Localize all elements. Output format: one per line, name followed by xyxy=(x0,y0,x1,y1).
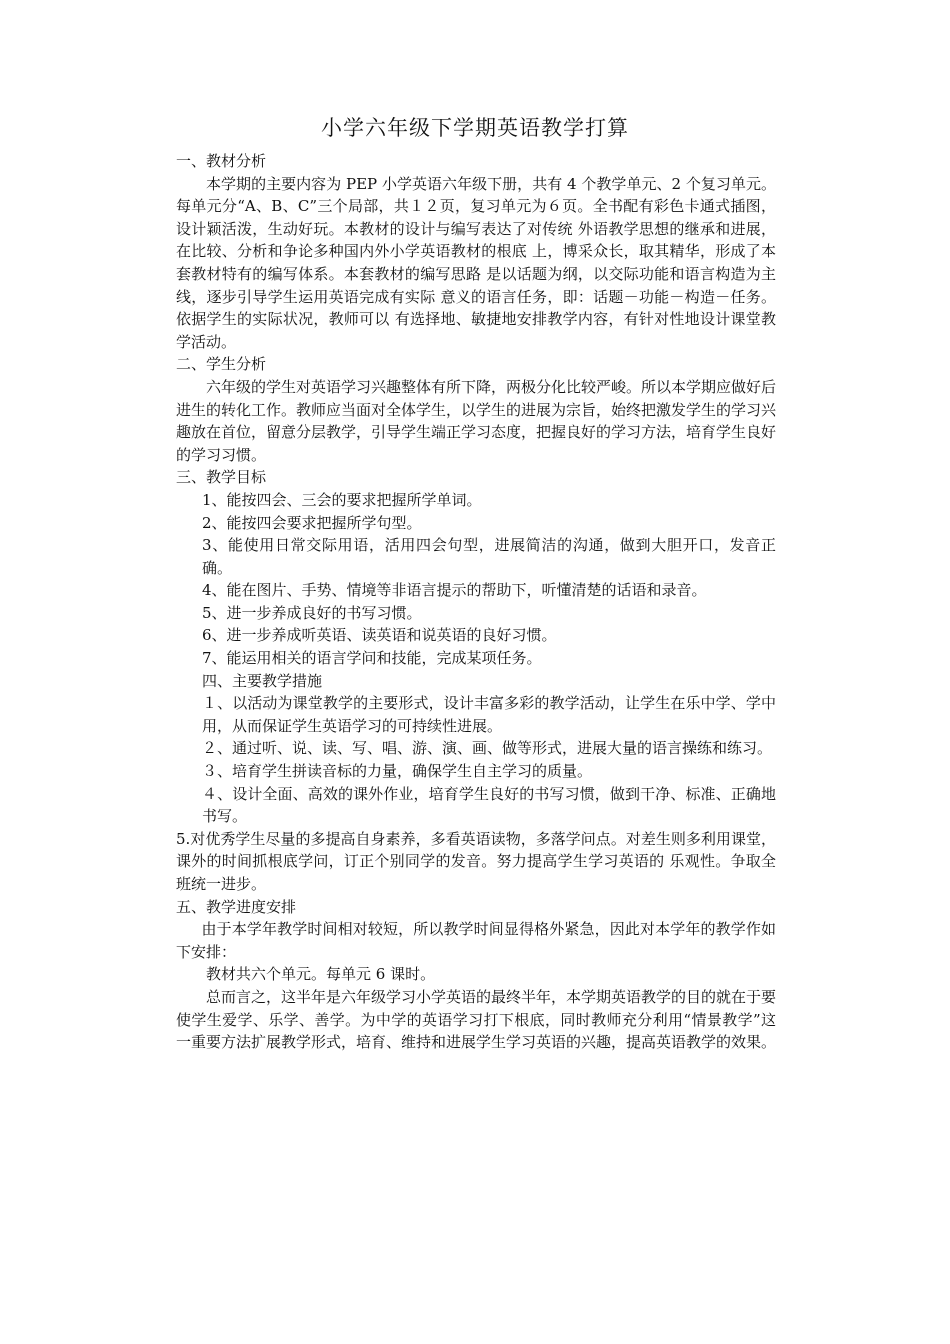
section-heading-schedule: 五、教学进度安排 xyxy=(176,897,297,916)
section-heading-measures: 四、主要教学措施 xyxy=(202,671,323,690)
summary-paragraph: 总而言之，这半年是六年级学习小学英语的最终半年，本学期英语教学的目的就在于要使学生爱学、乐学、善学。为中学的英语学习打下根底，同时教师充分利用“情景教学”这一重要方法扩展教学形式，培育、维持和进展学生学习英语的兴趣，提高英语教学的效果。 xyxy=(176,987,777,1052)
goal-item: 4、能在图片、手势、情境等非语言提示的帮助下，听懂清楚的话语和录音。 xyxy=(202,581,707,600)
goal-item: 2、能按四会要求把握所学句型。 xyxy=(202,513,422,532)
measure-item: ４、设计全面、高效的课外作业，培育学生良好的书写习惯，做到干净、标准、正确地书写。 xyxy=(202,784,776,826)
students-paragraph: 六年级的学生对英语学习兴趣整体有所下降，两极分化比较严峻。所以本学期应做好后进生的转化工作。教师应当面对全体学生，以学生的进展为宗旨，始终把激发学生的学习兴趣放在首位，留意分层教学，引导学生端正学习态度，把握良好的学习方法，培育学生良好的学习习惯。 xyxy=(176,377,777,464)
section-heading-goals: 三、教学目标 xyxy=(176,468,267,487)
schedule-units: 教材共六个单元。每单元 6 课时。 xyxy=(206,965,436,984)
document-title: 小学六年级下学期英语教学打算 xyxy=(321,116,629,140)
goal-item: 7、能运用相关的语言学问和技能，完成某项任务。 xyxy=(202,649,542,668)
schedule-paragraph: 由于本学年教学时间相对较短，所以教学时间显得格外紧急，因此对本学年的教学作如下安排： xyxy=(176,920,776,961)
goal-item: 1、能按四会、三会的要求把握所学单词。 xyxy=(202,490,482,509)
goal-item: 5、进一步养成良好的书写习惯。 xyxy=(202,603,422,622)
measure-item-5: 5.对优秀学生尽量的多提高自身素养，多看英语读物，多落学问点。对差生则多利用课堂，课外的时间抓根底学问，订正个别同学的发音。努力提高学生学习英语的 乐观性。争取全班统一进步。 xyxy=(176,829,776,893)
measure-item: １、以活动为课堂教学的主要形式，设计丰富多彩的教学活动，让学生在乐中学、学中用，从而保证学生英语学习的可持续性进展。 xyxy=(202,694,776,735)
measure-item: ３、培育学生拼读音标的力量，确保学生自主学习的质量。 xyxy=(202,762,593,781)
goal-item: 6、进一步养成听英语、读英语和说英语的良好习惯。 xyxy=(202,626,557,645)
document-body xyxy=(176,150,776,1054)
measure-item: ２、通过听、说、读、写、唱、游、演、画、做等形式，进展大量的语言操练和练习。 xyxy=(202,739,773,758)
section-heading-students: 二、学生分析 xyxy=(176,355,267,374)
materials-paragraph: 本学期的主要内容为 PEP 小学英语六年级下册，共有 4 个教学单元、2 个复习单元。每单元分“A、B、C”三个局部，共１２页，复习单元为６页。全书配有彩色卡通式插图，设计颖活泼，生动好玩。本教材的设计与编写表达了对传统 外语教学思想的继承和进展，在比较、分析和争论多种国内外小学英语教材的根底 上，博采众长，取其精华，形成了本套教材特有的编写体系。本套教材的编写思路 是以话题为纲，以交际功能和语言构造为主线，逐步引导学生运用英语完成有实际 意义的语言任务，即：话题－功能－构造－任务。依据学生的实际状况，教师可以 有选择地、敏捷地安排教学内容，有针对性地设计课堂教学活动。 xyxy=(176,174,776,351)
section-heading-materials: 一、教材分析 xyxy=(176,152,267,170)
goal-item: 3、能使用日常交际用语，活用四会句型，进展简洁的沟通，做到大胆开口，发音正确。 xyxy=(202,536,776,577)
